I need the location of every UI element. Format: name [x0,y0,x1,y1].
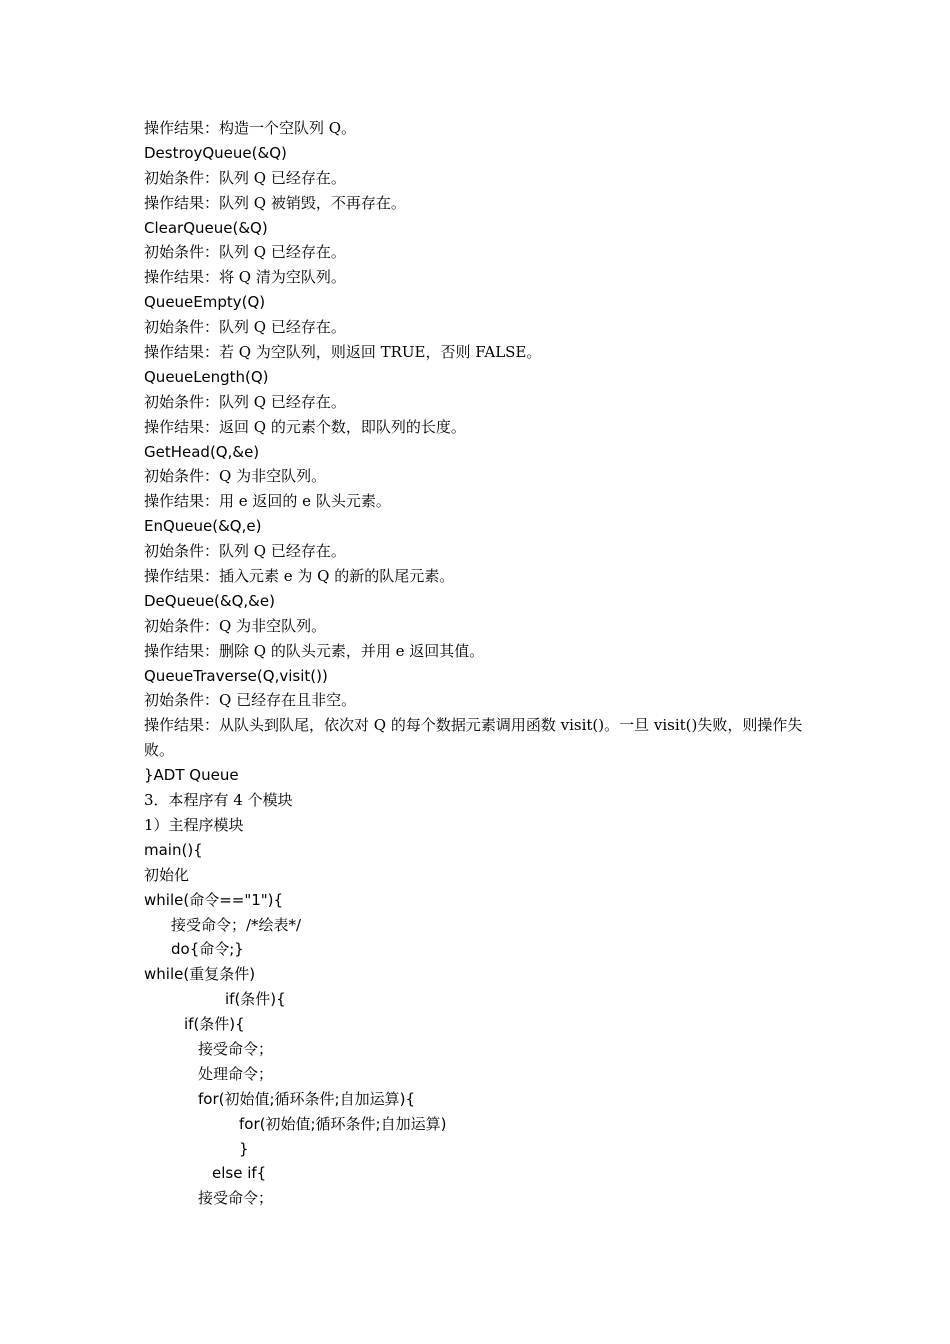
text-line: 初始条件：Q 已经存在且非空。 [144,691,357,710]
text-line: 初始条件：队列 Q 已经存在。 [144,168,346,187]
code-line: 接受命令； [198,1189,274,1208]
function-signature: QueueTraverse(Q,visit()) [144,666,328,685]
code-line: do{命令;} [171,940,244,959]
function-signature: QueueEmpty(Q) [144,293,266,312]
text-paragraph: 操作结果：从队头到队尾，依次对 Q 的每个数据元素调用函数 visit()。一旦 visit()失败，则操作失败。 [144,716,803,760]
document-body [144,116,824,1211]
function-signature: ClearQueue(&Q) [144,218,268,237]
function-signature: DestroyQueue(&Q) [144,143,287,162]
code-line: 接受命令；/*绘表*/ [171,915,302,934]
function-signature: GetHead(Q,&e) [144,442,260,461]
code-line: if(条件){ [225,990,286,1009]
text-line: 初始条件：队列 Q 已经存在。 [144,318,346,337]
text-line: }ADT Queue [144,766,239,785]
code-line: if(条件){ [184,1015,245,1034]
function-signature: DeQueue(&Q,&e) [144,591,275,610]
text-line: 操作结果：用 e 返回的 e 队头元素。 [144,492,391,511]
code-line: 处理命令； [198,1064,274,1083]
text-line: 操作结果：队列 Q 被销毁，不再存在。 [144,193,406,212]
text-line: 初始条件：Q 为非空队列。 [144,616,327,635]
text-line: 初始条件：队列 Q 已经存在。 [144,243,346,262]
function-signature: QueueLength(Q) [144,367,269,386]
code-line: else if{ [212,1164,267,1183]
text-line: 初始条件：Q 为非空队列。 [144,467,327,486]
code-line: while(命令=="1"){ [144,890,284,909]
code-line: main(){ [144,840,203,859]
text-line: 操作结果：构造一个空队列 Q。 [144,119,357,137]
text-line: 操作结果：删除 Q 的队头元素，并用 e 返回其值。 [144,641,485,660]
code-line: for(初始值;循环条件;自加运算) [239,1114,447,1133]
code-line: for(初始值;循环条件;自加运算){ [198,1089,415,1108]
section-heading: 3．本程序有 4 个模块 [144,791,293,810]
code-line: } [239,1139,249,1158]
text-line: 初始条件：队列 Q 已经存在。 [144,392,346,411]
text-line: 初始条件：队列 Q 已经存在。 [144,542,346,561]
text-line: 操作结果：返回 Q 的元素个数，即队列的长度。 [144,417,466,436]
text-line: 操作结果：将 Q 清为空队列。 [144,268,346,287]
subsection-heading: 1）主程序模块 [144,815,244,834]
function-signature: EnQueue(&Q,e) [144,517,262,536]
code-line: 接受命令； [198,1039,274,1058]
text-line: 操作结果：插入元素 e 为 Q 的新的队尾元素。 [144,567,455,586]
text-line: 操作结果：若 Q 为空队列，则返回 TRUE，否则 FALSE。 [144,343,542,362]
code-line: while(重复条件) [144,965,256,984]
code-line: 初始化 [144,865,190,884]
